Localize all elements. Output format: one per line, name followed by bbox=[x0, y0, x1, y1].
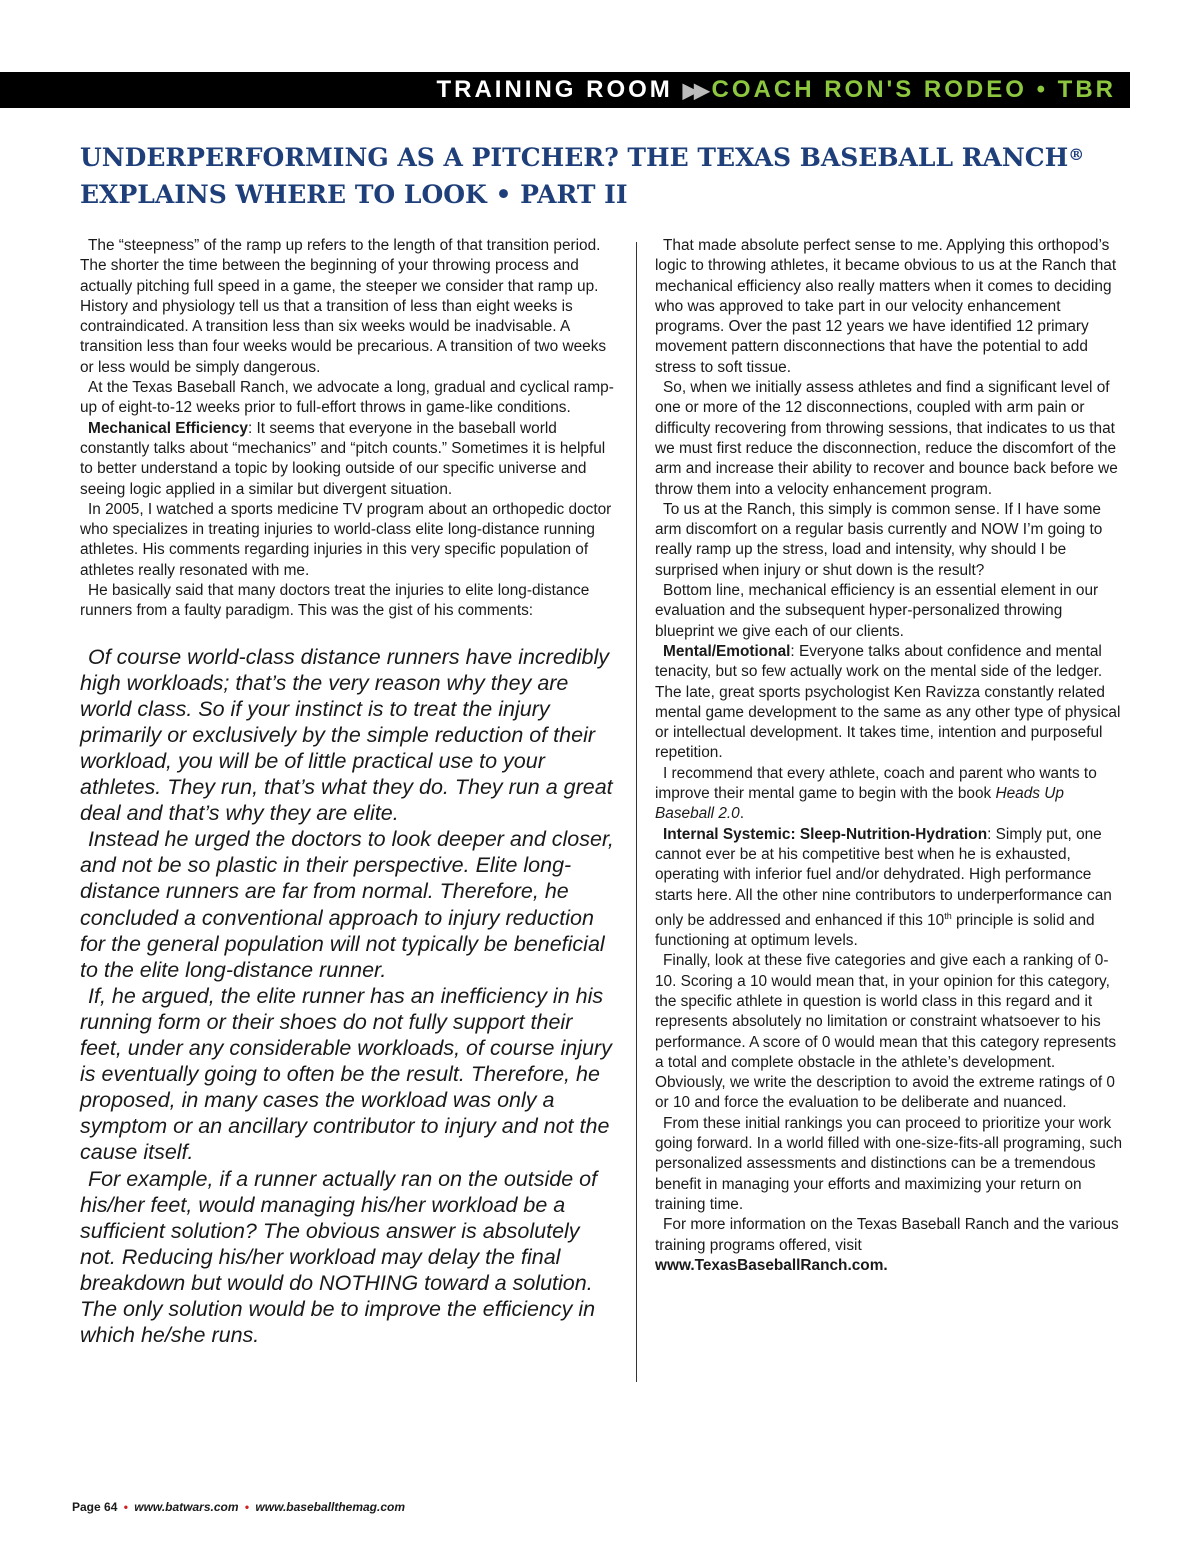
quote-paragraph: Of course world-class distance runners have incredibly high workloads; that’s the very reason why they are world class. So if your instinct is to treat the injury primarily or exclusively by the simple reduction of their workload, you will be of little practical use to your athletes. They run, that’s what they do. They run a great deal and that’s why they are elite. bbox=[80, 644, 613, 826]
page-footer bbox=[72, 1500, 405, 1514]
paragraph: From these initial rankings you can proceed to prioritize your work going forward. In a world filled with one-size-fits-all programing, such personalized assessments and distinctions can be a tremendous benefit in managing your efforts and maximizing your return on training time. bbox=[655, 1114, 1123, 1213]
subhead-mechanical-efficiency: Mechanical Efficiency bbox=[88, 419, 248, 437]
subhead-internal-systemic: Internal Systemic: Sleep-Nutrition-Hydration bbox=[663, 825, 988, 843]
paragraph-text: : Simply put, one cannot ever be at his competitive best when he is exhausted, operating with inferior fuel and/or dehydrated. High performance starts here. All the other nine contributors to underperformance can only be addressed and enhanced if this 10 bbox=[655, 825, 1112, 929]
quote-paragraph: Instead he urged the doctors to look deeper and closer, and not be so plastic in their perspective. Elite long-distance runners are far from normal. Therefore, he concluded a conventional approach to injury reduction for the general population will not typically be beneficial to the elite long-distance runner. bbox=[80, 827, 614, 982]
article-title bbox=[80, 136, 1120, 213]
paragraph-text: : It seems that everyone in the baseball world constantly talks about “mechanics” and “pitch counts.” Sometimes it is helpful to better understand a topic by looking outside of our specific universe and seeing logic applied in a similar but divergent situation. bbox=[80, 419, 606, 498]
batwars-link[interactable]: www.batwars.com bbox=[134, 1500, 239, 1514]
left-column bbox=[80, 236, 620, 1348]
title-line-1: UNDERPERFORMING AS A PITCHER? THE TEXAS BASEBALL RANCH bbox=[80, 143, 1069, 172]
section-header bbox=[436, 76, 1116, 105]
paragraph bbox=[655, 825, 1125, 952]
column-divider bbox=[636, 242, 637, 1382]
superscript: th bbox=[944, 910, 952, 921]
baseballthemag-link[interactable]: www.baseballthemag.com bbox=[255, 1500, 406, 1514]
column-label: COACH RON'S RODEO • TBR bbox=[711, 76, 1116, 103]
paragraph-text: I recommend that every athlete, coach and parent who wants to improve their mental game to begin with the book bbox=[655, 764, 1097, 803]
section-header-bar bbox=[0, 72, 1130, 108]
paragraph: To us at the Ranch, this simply is common sense. If I have some arm discomfort on a regular basis currently and NOW I’m going to really ramp up the stress, load and intensity, why should I be surprised when injury or shut down is the result? bbox=[655, 500, 1103, 579]
quote-paragraph: For example, if a runner actually ran on the outside of his/her feet, would managing his/her workload be a sufficient solution? The obvious answer is absolutely not. Reducing his/her workload may delay the final breakdown but would do NOTHING toward a solution. The only solution would be to improve the efficiency in which he/she runs. bbox=[80, 1166, 598, 1348]
paragraph: He basically said that many doctors treat the injuries to elite long-distance runners from a faulty paradigm. This was the gist of his comments: bbox=[80, 582, 590, 620]
punctuation: . bbox=[739, 805, 744, 823]
paragraph: So, when we initially assess athletes and find a significant level of one or more of the 12 disconnections, coupled with arm pain or difficulty recovering from throwing sessions, that indicates to us that we must first reduce the disconnection, reduce the discomfort of the arm and increase their ability to recover and bounce back before we throw them into a velocity enhancement program. bbox=[655, 379, 1118, 498]
paragraph: That made absolute perfect sense to me. Applying this orthopod’s logic to throwing athletes, it became obvious to us at the Ranch that mechanical efficiency also really matters when it comes to deciding who was approved to take part in our velocity enhancement programs. Over the past 12 years we have identified 12 primary movement pattern disconnections that have the potential to add stress to soft tissue. bbox=[655, 237, 1117, 376]
paragraph-text: For more information on the Texas Baseball Ranch and the various training programs offered, visit bbox=[655, 1216, 1119, 1254]
paragraph bbox=[655, 642, 1125, 764]
paragraph: In 2005, I watched a sports medicine TV program about an orthopedic doctor who specializes in treating injuries to world-class elite long-distance running athletes. His comments regarding injuries in this very specific population of athletes really resonated with me. bbox=[80, 500, 612, 579]
section-label: TRAINING ROOM bbox=[436, 76, 673, 103]
paragraph bbox=[80, 419, 620, 500]
paragraph bbox=[655, 764, 1125, 825]
quote-paragraph: If, he argued, the elite runner has an inefficiency in his running form or their shoes do not fully support their feet, under any considerable workloads, of course injury is eventually going to often be the result. Therefore, he proposed, in many cases the workload was only a symptom or an ancillary contributor to injury and not the cause itself. bbox=[80, 983, 612, 1165]
bullet-separator: • bbox=[244, 1500, 250, 1514]
book-title: Heads Up Baseball 2.0 bbox=[655, 785, 1064, 823]
paragraph: Bottom line, mechanical efficiency is an essential element in our evaluation and the subsequent hyper-personalized throwing blueprint we give each of our clients. bbox=[655, 582, 1099, 640]
page-number: Page 64 bbox=[72, 1500, 118, 1514]
paragraph-text: principle is solid and functioning at optimum levels. bbox=[655, 911, 1095, 950]
subhead-mental-emotional: Mental/Emotional bbox=[663, 642, 791, 660]
paragraph: At the Texas Baseball Ranch, we advocate a long, gradual and cyclical ramp-up of eight-to-12 weeks prior to full-effort throws in game-like conditions. bbox=[80, 379, 614, 417]
pull-quote bbox=[80, 644, 620, 1349]
paragraph bbox=[655, 1215, 1125, 1276]
bullet-separator: • bbox=[123, 1500, 128, 1514]
double-arrow-icon: ▶▶ bbox=[682, 80, 706, 102]
paragraph: Finally, look at these five categories and give each a ranking of 0-10. Scoring a 10 would mean that, in your opinion for this category, the specific athlete in question is world class in this regard and it represents absolutely no limitation or constraint whatsoever to his performance. A score of 0 would mean that this category represents a total and complete obstacle in the athlete’s development. Obviously, we write the description to avoid the extreme ratings of 0 or 10 and force the evaluation to be deliberate and nuanced. bbox=[655, 952, 1117, 1112]
ranch-website-link[interactable]: www.TexasBaseballRanch.com. bbox=[655, 1256, 888, 1274]
title-line-2: EXPLAINS WHERE TO LOOK • PART II bbox=[80, 180, 628, 209]
registered-mark: ® bbox=[1068, 145, 1085, 164]
right-column bbox=[655, 236, 1125, 1276]
paragraph-text: : Everyone talks about confidence and mental tenacity, but so few actually work on the mental side of the ledger. The late, great sports psychologist Ken Ravizza constantly related mental game development to the same as any other type of physical or intellectual development. It takes time, intention and purposeful repetition. bbox=[655, 642, 1121, 762]
paragraph: The “steepness” of the ramp up refers to the length of that transition period. The shorter the time between the beginning of your throwing process and actually pitching full speed in a game, the steeper we consider that ramp up. History and physiology tell us that a transition of less than eight weeks is contraindicated. A transition less than six weeks would be inadvisable. A transition less than four weeks would be precarious. A transition of two weeks or less would be simply dangerous. bbox=[80, 237, 607, 376]
